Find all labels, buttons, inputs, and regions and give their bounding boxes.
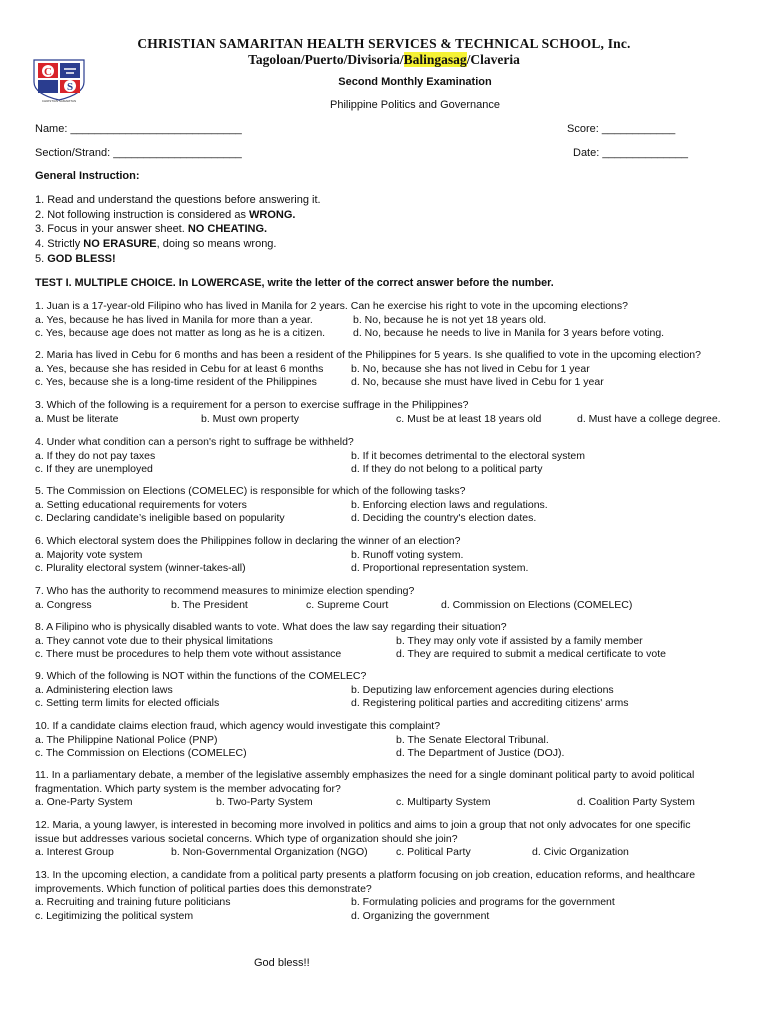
question-4-choice-d: d. If they do not belong to a political party bbox=[351, 463, 543, 475]
question-11-choice-c: c. Multiparty System bbox=[396, 796, 491, 808]
test-heading: TEST I. MULTIPLE CHOICE. In LOWERCASE, write the letter of the correct answer before the number. bbox=[35, 277, 554, 289]
question-10-choice-c: c. The Commission on Elections (COMELEC) bbox=[35, 747, 247, 759]
question-12-choice-a: a. Interest Group bbox=[35, 846, 114, 858]
question-8-stem: 8. A Filipino who is physically disabled wants to vote. What does the law say regarding their situation? bbox=[35, 621, 507, 633]
question-3-choice-b: b. Must own property bbox=[201, 412, 300, 425]
question-4-stem: 4. Under what condition can a person's right to suffrage be withheld? bbox=[35, 436, 354, 448]
date-field[interactable]: Date: ______________ bbox=[573, 147, 688, 159]
question-12-choice-c: c. Political Party bbox=[396, 846, 471, 858]
instruction-5-text: 5. bbox=[35, 253, 48, 265]
question-1-choice-d: d. No, because he needs to live in Manila for 3 years before voting. bbox=[353, 327, 665, 339]
question-12-stem: issue but addresses various societal concerns. Which type of organization should she join? bbox=[35, 832, 458, 845]
instruction-3-text: 3. Focus in your answer sheet. bbox=[35, 223, 188, 235]
instruction-3 bbox=[35, 223, 267, 235]
question-13-choice-b: b. Formulating policies and programs for the government bbox=[351, 896, 615, 908]
question-1-choice-b: b. No, because he is not yet 18 years old. bbox=[353, 313, 547, 326]
question-2-stem: 2. Maria has lived in Cebu for 6 months and has been a resident of the Philippines for 5 years. Is she qualified to vote in the upcoming election? bbox=[35, 349, 701, 361]
question-5-choice-a: a. Setting educational requirements for voters bbox=[35, 498, 247, 511]
question-12-choice-d: d. Civic Organization bbox=[532, 846, 629, 858]
question-9-choice-c: c. Setting term limits for elected officials bbox=[35, 697, 220, 709]
question-4-choice-c: c. If they are unemployed bbox=[35, 463, 153, 475]
question-2-choice-c: c. Yes, because she is a long-time resident of the Philippines bbox=[35, 376, 317, 388]
exam-subject: Philippine Politics and Governance bbox=[330, 99, 500, 111]
question-9-stem: 9. Which of the following is NOT within the functions of the COMELEC? bbox=[35, 670, 367, 682]
exam-title: Second Monthly Examination bbox=[338, 76, 492, 88]
question-12-choice-b: b. Non-Governmental Organization (NGO) bbox=[171, 846, 368, 858]
question-13-choice-d: d. Organizing the government bbox=[351, 909, 490, 922]
score-field[interactable]: Score: ____________ bbox=[567, 123, 676, 135]
question-6-choice-d: d. Proportional representation system. bbox=[351, 562, 529, 574]
question-5-choice-b: b. Enforcing election laws and regulations. bbox=[351, 498, 548, 511]
question-11-choice-d: d. Coalition Party System bbox=[577, 796, 695, 808]
instruction-4-after: , doing so means wrong. bbox=[156, 238, 277, 250]
question-6-stem: 6. Which electoral system does the Philippines follow in declaring the winner of an election? bbox=[35, 535, 461, 547]
name-field[interactable]: Name: ____________________________ bbox=[35, 123, 242, 135]
question-7-choice-d: d. Commission on Elections (COMELEC) bbox=[441, 598, 633, 611]
question-7-stem: 7. Who has the authority to recommend measures to minimize election spending? bbox=[35, 585, 415, 597]
question-3-choice-d: d. Must have a college degree. bbox=[577, 412, 721, 425]
logo-caption: CHRISTIAN SAMARITAN bbox=[41, 99, 77, 102]
instruction-1-text: 1. Read and understand the questions before answering it. bbox=[35, 194, 321, 206]
question-3-choice-c: c. Must be at least 18 years old bbox=[396, 412, 542, 425]
campuses-after: /Claveria bbox=[466, 52, 520, 67]
instruction-4-emphasis: NO ERASURE bbox=[83, 238, 157, 250]
question-10-choice-a: a. The Philippine National Police (PNP) bbox=[35, 733, 218, 746]
instruction-2-emphasis: WRONG. bbox=[249, 209, 296, 221]
question-1-stem: 1. Juan is a 17-year-old Filipino who has lived in Manila for 2 years. Can he exercise his right to vote in the upcoming elections? bbox=[35, 300, 628, 312]
school-name: CHRISTIAN SAMARITAN HEALTH SERVICES & TECHNICAL SCHOOL, Inc. bbox=[137, 36, 631, 51]
question-7-choice-c: c. Supreme Court bbox=[306, 598, 389, 611]
question-5-choice-c: c. Declaring candidate’s ineligible based on popularity bbox=[35, 512, 285, 524]
instruction-1 bbox=[35, 194, 321, 206]
question-3-stem: 3. Which of the following is a requirement for a person to exercise suffrage in the Philippines? bbox=[35, 399, 469, 411]
logo-letter-c: C bbox=[44, 66, 52, 78]
question-7-choice-a: a. Congress bbox=[35, 598, 92, 611]
instruction-4-text: 4. Strictly bbox=[35, 238, 84, 250]
question-11-stem: fragmentation. Which party system is the member advocating for? bbox=[35, 782, 341, 795]
question-9-choice-a: a. Administering election laws bbox=[35, 683, 173, 696]
instruction-4 bbox=[35, 238, 277, 250]
question-10-stem: 10. If a candidate claims election fraud, which agency would investigate this complaint? bbox=[35, 720, 441, 732]
question-13-stem: 13. In the upcoming election, a candidate from a political party presents a platform focusing on job creation, education reforms, and healthcare bbox=[35, 869, 696, 881]
question-3-choice-a: a. Must be literate bbox=[35, 412, 119, 425]
logo-letter-s: S bbox=[66, 81, 74, 93]
question-9-choice-b: b. Deputizing law enforcement agencies during elections bbox=[351, 683, 614, 696]
question-11-stem: 11. In a parliamentary debate, a member of the legislative assembly emphasizes the need for a single dominant political party to avoid political bbox=[35, 769, 695, 781]
instruction-5 bbox=[35, 253, 116, 265]
section-strand-field[interactable]: Section/Strand: _____________________ bbox=[35, 147, 242, 159]
question-13-choice-c: c. Legitimizing the political system bbox=[35, 909, 194, 922]
question-5-stem: 5. The Commission on Elections (COMELEC) is responsible for which of the following tasks? bbox=[35, 485, 466, 497]
question-11-choice-a: a. One-Party System bbox=[35, 796, 133, 808]
question-2-choice-b: b. No, because she has not lived in Cebu for 1 year bbox=[351, 362, 590, 375]
instruction-3-emphasis: NO CHEATING. bbox=[187, 223, 268, 235]
question-8-choice-d: d. They are required to submit a medical certificate to vote bbox=[396, 648, 667, 660]
question-4-choice-a: a. If they do not pay taxes bbox=[35, 449, 156, 462]
question-6-choice-a: a. Majority vote system bbox=[35, 548, 143, 561]
campus-highlight: Balingasag bbox=[403, 52, 467, 67]
question-12-stem: 12. Maria, a young lawyer, is interested in becoming more involved in politics and aims to join a group that not only advocates for one specific bbox=[35, 819, 691, 831]
question-10-choice-b: b. The Senate Electoral Tribunal. bbox=[396, 733, 549, 746]
question-8-choice-a: a. They cannot vote due to their physical limitations bbox=[35, 634, 273, 647]
school-campuses bbox=[0, 52, 768, 68]
footer-blessing: God bless!! bbox=[254, 957, 310, 969]
instruction-2 bbox=[35, 209, 295, 221]
question-8-choice-b: b. They may only vote if assisted by a family member bbox=[396, 634, 643, 647]
question-10-choice-d: d. The Department of Justice (DOJ). bbox=[396, 747, 565, 759]
instruction-5-emphasis: GOD BLESS! bbox=[47, 253, 116, 265]
question-7-choice-b: b. The President bbox=[171, 598, 248, 611]
question-11-choice-b: b. Two-Party System bbox=[216, 796, 313, 808]
question-5-choice-d: d. Deciding the country's election dates. bbox=[351, 512, 537, 524]
question-13-choice-a: a. Recruiting and training future politicians bbox=[35, 896, 231, 908]
instruction-2-text: 2. Not following instruction is considered as bbox=[35, 209, 249, 221]
campuses-before: Tagoloan/Puerto/Divisoria/ bbox=[248, 52, 404, 67]
question-2-choice-d: d. No, because she must have lived in Cebu for 1 year bbox=[351, 376, 604, 388]
question-6-choice-b: b. Runoff voting system. bbox=[351, 548, 464, 561]
question-9-choice-d: d. Registering political parties and accrediting citizens' arms bbox=[351, 697, 629, 709]
question-2-choice-a: a. Yes, because she has resided in Cebu for at least 6 months bbox=[35, 362, 324, 375]
question-8-choice-c: c. There must be procedures to help them vote without assistance bbox=[35, 648, 342, 660]
question-4-choice-b: b. If it becomes detrimental to the electoral system bbox=[351, 449, 586, 462]
question-1-choice-a: a. Yes, because he has lived in Manila for more than a year. bbox=[35, 313, 313, 326]
question-6-choice-c: c. Plurality electoral system (winner-takes-all) bbox=[35, 562, 246, 574]
question-1-choice-c: c. Yes, because age does not matter as long as he is a citizen. bbox=[35, 327, 326, 339]
instructions-heading: General Instruction: bbox=[35, 170, 140, 182]
question-13-stem: improvements. Which function of political parties does this demonstrate? bbox=[35, 882, 372, 895]
